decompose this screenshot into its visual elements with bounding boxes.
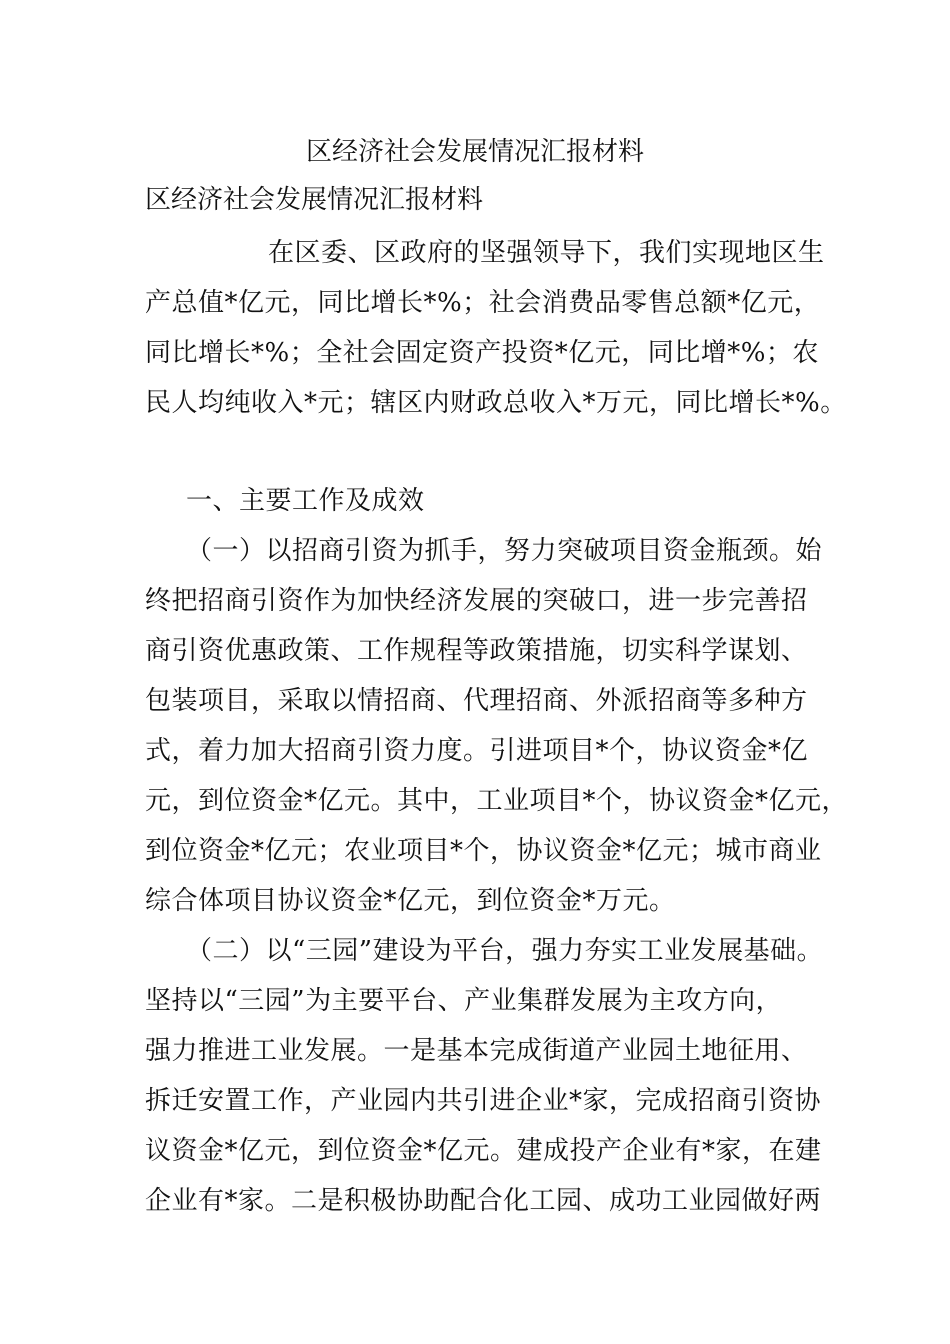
paragraph-line: 终把招商引资作为加快经济发展的突破口，进一步完善招 [145,586,808,616]
paragraph-line: （一）以招商引资为抓手，努力突破项目资金瓶颈。始 [186,536,823,566]
document-subtitle: 区经济社会发展情况汇报材料 [145,185,484,215]
document-title: 区经济社会发展情况汇报材料 [305,137,644,167]
paragraph-line: 在区委、区政府的坚强领导下，我们实现地区生 [268,238,825,268]
paragraph-line: 包装项目，采取以情招商、代理招商、外派招商等多种方 [145,686,808,716]
paragraph-line: 式，着力加大招商引资力度。引进项目*个，协议资金*亿 [145,736,809,766]
paragraph-line: 议资金*亿元，到位资金*亿元。建成投产企业有*家，在建 [145,1136,822,1166]
paragraph-line: 商引资优惠政策、工作规程等政策措施，切实科学谋划、 [145,636,808,666]
paragraph-line: 拆迁安置工作，产业园内共引进企业*家，完成招商引资协 [145,1086,822,1116]
paragraph-line: 坚持以“三园”为主要平台、产业集群发展为主攻方向， [145,986,783,1016]
paragraph-line: 同比增长*%；全社会固定资产投资*亿元，同比增*%；农 [145,338,819,368]
paragraph-line: 产总值*亿元，同比增长*%；社会消费品零售总额*亿元， [145,288,821,318]
paragraph-line: 企业有*家。二是积极协助配合化工园、成功工业园做好两 [145,1186,822,1216]
paragraph-line: 到位资金*亿元；农业项目*个，协议资金*亿元；城市商业 [145,836,822,866]
section-heading: 一、主要工作及成效 [186,486,425,516]
paragraph-line: 民人均纯收入*元；辖区内财政总收入*万元，同比增长*%。 [145,388,847,418]
paragraph-line: 强力推进工业发展。一是基本完成街道产业园土地征用、 [145,1036,808,1066]
paragraph-line: 综合体项目协议资金*亿元，到位资金*万元。 [145,886,676,916]
paragraph-line: （二）以“三园”建设为平台，强力夯实工业发展基础。 [186,936,824,966]
paragraph-line: 元，到位资金*亿元。其中，工业项目*个，协议资金*亿元， [145,786,849,816]
